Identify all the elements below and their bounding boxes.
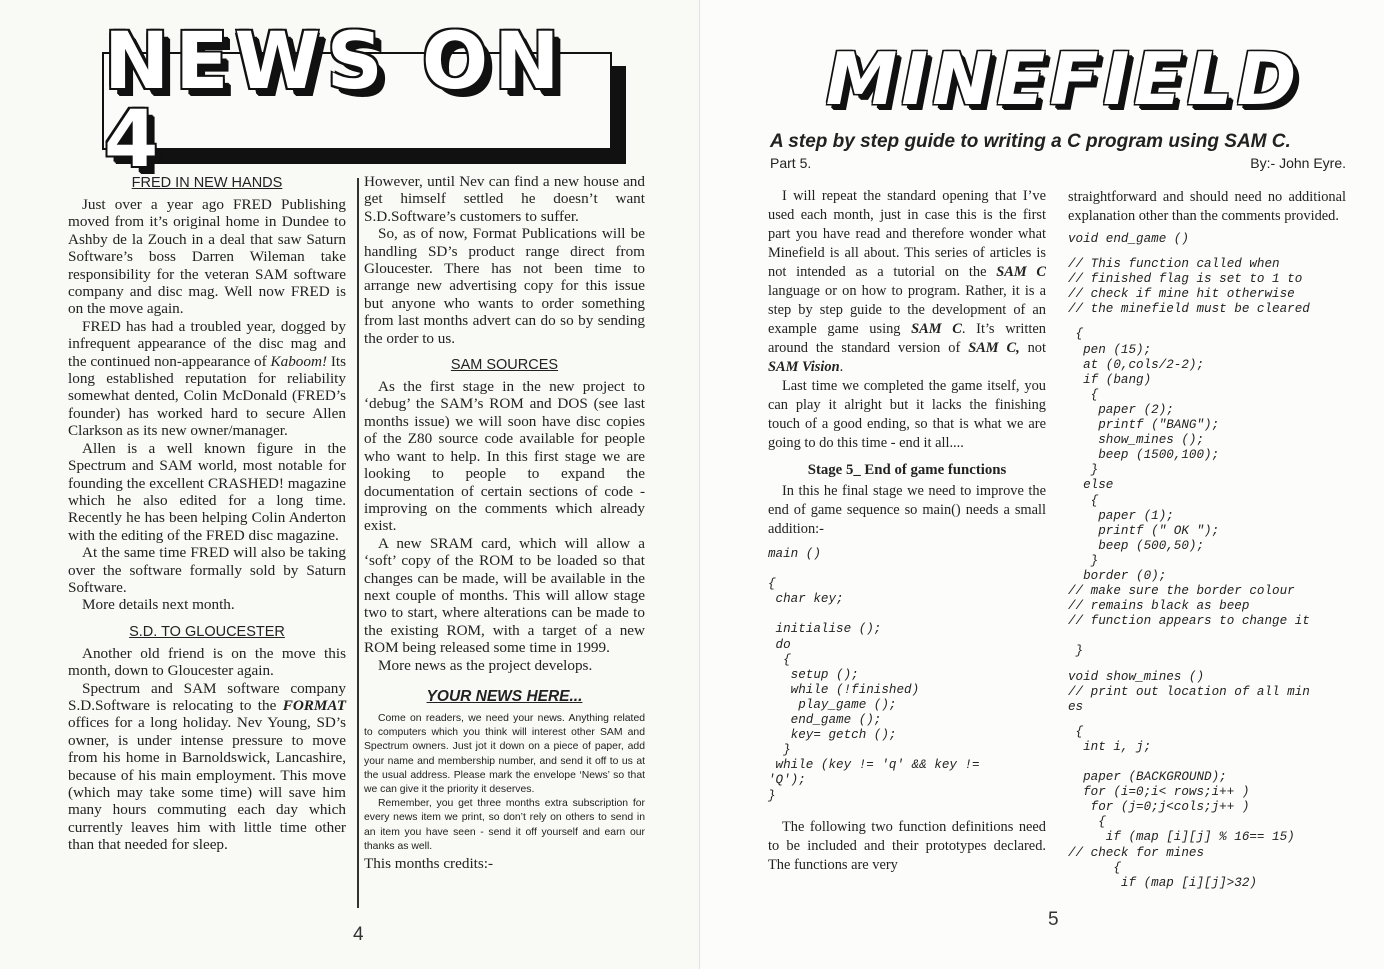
page-number-left: 4 <box>353 924 364 945</box>
code-end-game-signature: void end_game () <box>1068 232 1189 246</box>
code-end-game-comments: // This function called when // finished flag is set to 1 to // check if mine hit otherwise // the minefield must be cleared <box>1068 257 1310 317</box>
paragraph: Just over a year ago FRED Publishing moved from it’s original home in Dundee to Ashby de la Zouch in a deal that saw Saturn Software’s boss Darren Wileman take responsibility for the veteran SAM software company and disc mag. Well now FRED is on the move again. <box>68 196 346 318</box>
paragraph: The following two function definitions need to be included and their prototypes declared. The functions are very <box>768 818 1046 873</box>
page-number-right: 5 <box>1048 909 1059 930</box>
paragraph: Last time we completed the game itself, you can play it alright but it lacks the finishing touch of a good ending, so that is what we are going to do this time - end it all.... <box>768 378 1046 451</box>
part-byline-row <box>770 155 1346 171</box>
byline: By:- John Eyre. <box>1250 155 1346 171</box>
left-column-2 <box>364 173 645 872</box>
news-box <box>364 688 645 872</box>
right-page <box>700 0 1384 969</box>
paragraph: Another old friend is on the move this month, down to Gloucester again. <box>68 644 346 680</box>
masthead-title: NEWS ON 4 <box>104 17 566 185</box>
paragraph: A new SRAM card, which will allow a ‘soft’ copy of the ROM to be loaded so that changes can be made, will be available in the next couple of months. This will allow stage two to start, where alterations can be made to the existing ROM, with a target of a new ROM being released some time in 1999. <box>364 534 645 657</box>
kaboom-emphasis: Kaboom! <box>270 352 327 370</box>
right-column-1 <box>768 187 1046 875</box>
paragraph: In this he final stage we need to improve the end of game sequence so main() needs a small addition:- <box>768 483 1046 537</box>
code-show-mines-signature: void show_mines () // print out location of all min es <box>1068 669 1310 714</box>
left-column-1 <box>68 174 346 854</box>
paragraph: Allen is a well known figure in the Spectrum and SAM world, most notable for founding the excellent CRASHED! magazine which he also edited for a long time. Recently he has been helping Colin Anderton with the editing of the FRED disc magazine. <box>68 439 346 544</box>
credits-line: This months credits:- <box>364 855 494 872</box>
paragraph: However, until Nev can find a new house and get himself settled he doesn’t want S.D.Software’s customers to suffer. <box>364 173 645 225</box>
paragraph: As the first stage in the new project to ‘debug’ the SAM’s ROM and DOS (see last months issue) we will soon have disc copies of the Z80 source code available for people who want to help. In this first stage we are looking to people to expand the documentation of certain sections of code - improving on the comments which already exist. <box>364 378 645 535</box>
news-appeal-text: Come on readers, we need your news. Anything related to computers which you think will interest other SAM and Spectrum owners. Just jot it down on a piece of paper, add your name and membership number, and send it off to us at the usual address. Please mark the envelope ‘News’ so that we can give it the priority it deserves. Remember, you get three months extra subscription for every news item we print, so don’t rely on others to send in an item you have seen - send it off yourself and earn our thanks as well. <box>364 712 645 852</box>
heading-stage-5: Stage 5_ End of game functions <box>807 462 1007 478</box>
paragraph: So, as of now, Format Publications will be handling SD’s product range direct from Gloucester. There has not been time to arrange new advertising copy for this issue but anyone who wants to order something from last months advert can do so by sending the order to us. <box>364 225 645 347</box>
heading-fred-in-new-hands: FRED IN NEW HANDS <box>131 175 283 191</box>
minefield-title <box>818 36 1308 122</box>
heading-sam-sources: SAM SOURCES <box>450 357 559 374</box>
code-end-game-body: { pen (15); at (0,cols/2-2); if (bang) { paper (2); printf ("BANG"); show_mines (); beep (1500,100); } else { paper (1); printf (" OK "); beep (500,50); } border (0); // make sure the border colour // remains black as beep // function appears to change it } <box>1068 327 1310 659</box>
heading-your-news-here: YOUR NEWS HERE... <box>426 687 583 705</box>
code-main: main () { char key; initialise (); do { setup (); while (!finished) play_game (); end_game (); key= getch (); } while (key != 'q' && key != 'Q'); } <box>768 547 980 803</box>
format-emphasis: FORMAT <box>282 696 346 714</box>
paragraph: More details next month. <box>82 596 235 614</box>
paragraph: Spectrum and SAM software company S.D.Software is relocating to the FORMAT offices for a long holiday. Nev Young, SD’s owner, is under intense pressure to move from his home in Barnoldswick, Lancashire, because of his main employment. This move (which may take some time) will save him many hours commuting each day which currently leaves him with little time other than that needed for sleep. <box>68 679 346 854</box>
part-label: Part 5. <box>770 155 812 171</box>
paragraph: I will repeat the standard opening that I’ve used each month, just in case this is the first part you have read and therefore wonder what Minefield is all about. This series of articles is not intended as a tutorial on the SAM C language or on how to program. Rather, it is a step by step guide to the development of an example game using SAM C. It’s written around the standard version of SAM C, not SAM Vision. <box>768 188 1046 375</box>
column-divider <box>357 178 359 908</box>
article-subtitle: A step by step guide to writing a C program using SAM C. <box>770 131 1291 152</box>
paragraph: More news as the project develops. <box>378 656 593 674</box>
paragraph: straightforward and should need no additional explanation other than the comments provided. <box>1068 189 1346 224</box>
heading-sd-to-gloucester: S.D. TO GLOUCESTER <box>129 623 285 640</box>
code-show-mines-body: { int i, j; paper (BACKGROUND); for (i=0;i< rows;i++ ) for (j=0;j<cols;j++ ) { if (map [i][j] % 16== 15) // check for mines { if (map [i][j]>32) <box>1068 724 1295 890</box>
paragraph: FRED has had a troubled year, dogged by infrequent appearance of the disc mag and the continued non-appearance of Kaboom! Its long established reputation for reliability somewhat dented, Colin McDonald (FRED’s founder) has worked hard to secure Allen Clarkson as its new owner/manager. <box>68 317 346 440</box>
title-text: MINEFIELD <box>825 37 1301 121</box>
right-column-2 <box>1068 188 1346 891</box>
paragraph: At the same time FRED will also be taking over the software formally sold by Saturn Software. <box>68 544 346 596</box>
